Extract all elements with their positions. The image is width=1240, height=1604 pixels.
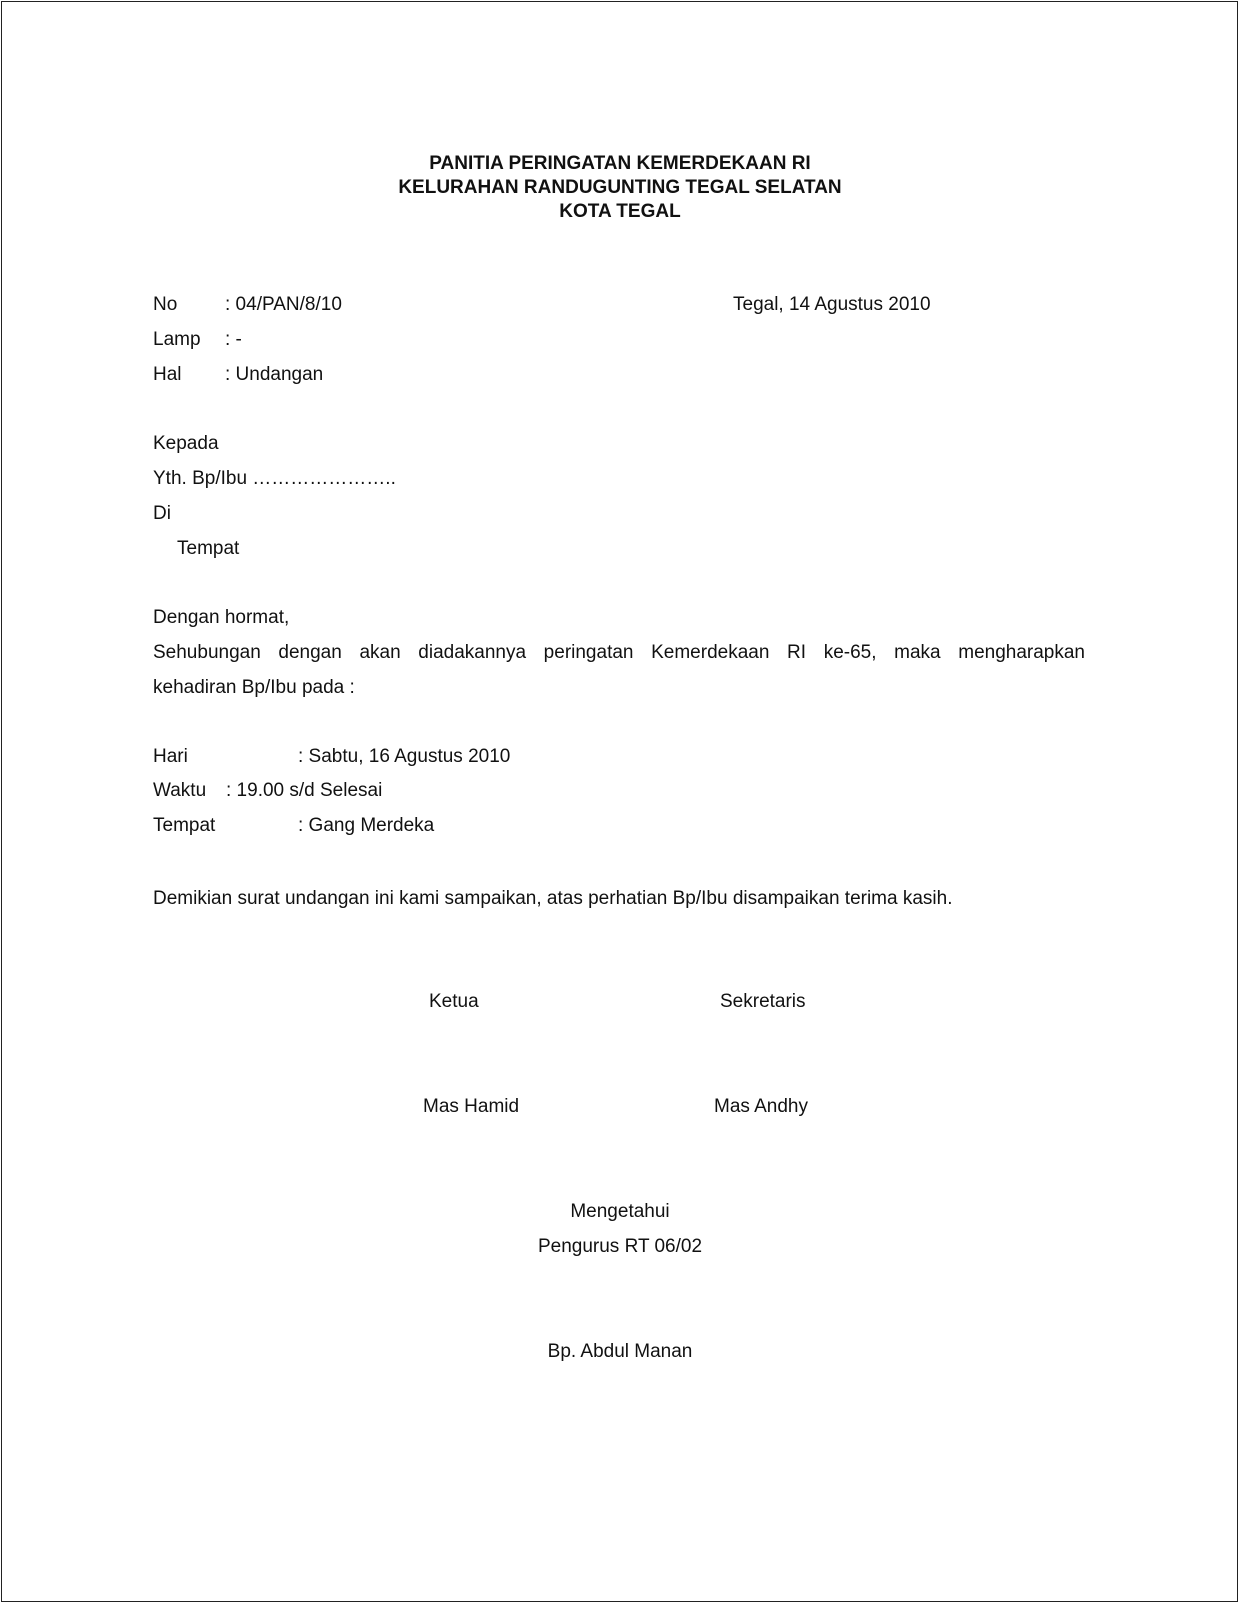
header-line-2: KELURAHAN RANDUGUNTING TEGAL SELATAN [398, 177, 842, 198]
hal-label: Hal [153, 364, 182, 385]
ketua-title: Ketua [429, 991, 479, 1012]
recipient-tempat: Tempat [177, 538, 240, 559]
body-paragraph-line-2: kehadiran Bp/Ibu pada : [153, 677, 355, 698]
recipient-yth: Yth. Bp/Ibu ………………….. [153, 468, 396, 489]
recipient-di: Di [153, 503, 171, 524]
no-label: No [153, 294, 178, 315]
pengurus-rt: Pengurus RT 06/02 [537, 1236, 703, 1257]
waktu-label: Waktu [153, 780, 207, 801]
closing-sentence: Demikian surat undangan ini kami sampaikan, atas perhatian Bp/Ibu disampaikan terima kasih. [153, 888, 953, 909]
body-paragraph-line-1: Sehubungan dengan akan diadakannya peringatan Kemerdekaan RI ke-65, maka mengharapkan [153, 642, 1085, 663]
lamp-label: Lamp [153, 329, 201, 350]
sekretaris-name: Mas Andhy [714, 1096, 808, 1117]
hari-value: : Sabtu, 16 Agustus 2010 [298, 746, 511, 767]
ketua-name: Mas Hamid [423, 1096, 520, 1117]
hari-label: Hari [153, 746, 188, 767]
letter-date: Tegal, 14 Agustus 2010 [733, 294, 931, 315]
recipient-kepada: Kepada [153, 433, 219, 454]
tempat-label: Tempat [153, 815, 216, 836]
waktu-value: : 19.00 s/d Selesai [226, 780, 383, 801]
header-line-1: PANITIA PERINGATAN KEMERDEKAAN RI [429, 153, 811, 174]
pengurus-name: Bp. Abdul Manan [547, 1341, 693, 1362]
hal-value: : Undangan [225, 364, 324, 385]
salutation: Dengan hormat, [153, 607, 290, 628]
mengetahui: Mengetahui [570, 1201, 670, 1222]
lamp-value: : - [225, 329, 242, 350]
no-value: : 04/PAN/8/10 [225, 294, 342, 315]
header-line-3: KOTA TEGAL [559, 201, 681, 222]
tempat-value: : Gang Merdeka [298, 815, 435, 836]
sekretaris-title: Sekretaris [720, 991, 806, 1012]
